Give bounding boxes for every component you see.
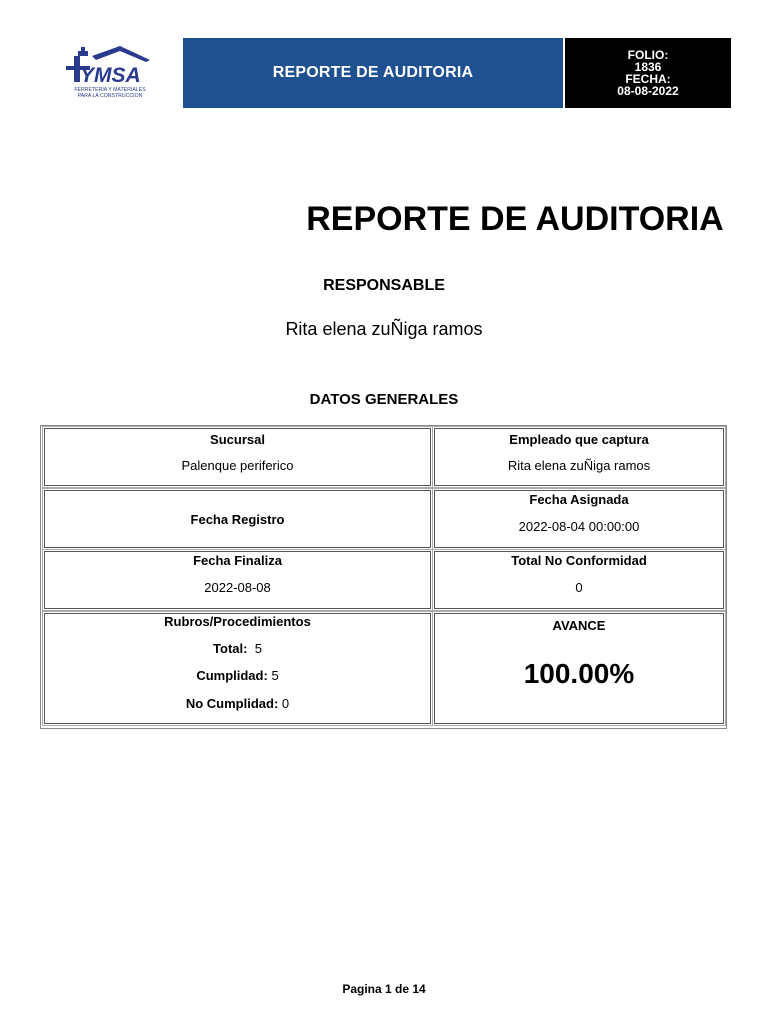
fymsa-logo-icon xyxy=(62,42,158,102)
avance-label: AVANCE xyxy=(552,618,606,633)
sucursal-cell xyxy=(44,428,431,486)
avance-value: 100.00% xyxy=(523,658,635,689)
no-cumplidad-row xyxy=(45,696,430,711)
fecha-finaliza-value: 2022-08-08 xyxy=(204,580,271,595)
responsable-label: RESPONSABLE xyxy=(323,277,445,294)
fecha-registro-cell xyxy=(44,490,431,548)
avance-cell xyxy=(434,613,724,724)
total-value: 5 xyxy=(254,641,262,656)
total-no-conformidad-cell xyxy=(434,551,724,609)
datos-generales-heading: DATOS GENERALES xyxy=(309,391,459,408)
svg-text:YMSA: YMSA xyxy=(80,64,141,87)
rubros-cell xyxy=(44,613,431,724)
cumplidad-row xyxy=(45,668,430,683)
fecha-finaliza-cell xyxy=(44,551,431,609)
svg-text:PARA LA CONSTRUCCION: PARA LA CONSTRUCCION xyxy=(77,93,143,99)
empleado-cell xyxy=(434,428,724,486)
fecha-asignada-cell xyxy=(434,490,724,548)
total-no-conformidad-value: 0 xyxy=(575,580,583,595)
folio-box xyxy=(565,38,731,108)
total-row xyxy=(45,641,430,656)
fecha-registro-label: Fecha Registro xyxy=(190,512,285,527)
fecha-finaliza-label: Fecha Finaliza xyxy=(193,553,282,568)
fecha-asignada-label: Fecha Asignada xyxy=(529,492,629,507)
company-logo xyxy=(62,42,158,102)
fecha-label: FECHA: xyxy=(625,72,671,86)
responsable-name: Rita elena zuÑiga ramos xyxy=(285,319,483,339)
header-title: REPORTE DE AUDITORIA xyxy=(183,38,563,108)
fecha-asignada-value: 2022-08-04 00:00:00 xyxy=(518,519,640,534)
page-number: Pagina 1 de 14 xyxy=(342,982,426,996)
total-label: Total: xyxy=(213,641,248,656)
empleado-value: Rita elena zuÑiga ramos xyxy=(507,458,651,473)
no-cumplidad-value: 0 xyxy=(281,696,290,711)
sucursal-value: Palenque periferico xyxy=(181,458,294,473)
folio-value: 1836 xyxy=(634,60,662,74)
no-cumplidad-label: No Cumplidad: xyxy=(185,696,279,711)
rubros-label: Rubros/Procedimientos xyxy=(164,614,311,629)
cumplidad-label: Cumplidad: xyxy=(196,668,268,683)
page-title: REPORTE DE AUDITORIA xyxy=(306,200,724,238)
empleado-label: Empleado que captura xyxy=(509,432,649,447)
sucursal-label: Sucursal xyxy=(210,432,265,447)
folio-label: FOLIO: xyxy=(627,48,669,62)
total-no-conformidad-label: Total No Conformidad xyxy=(511,553,647,568)
fecha-value: 08-08-2022 xyxy=(617,84,679,98)
cumplidad-value: 5 xyxy=(271,668,279,683)
svg-text:FERRETERIA Y MATERIALES: FERRETERIA Y MATERIALES xyxy=(74,87,146,93)
